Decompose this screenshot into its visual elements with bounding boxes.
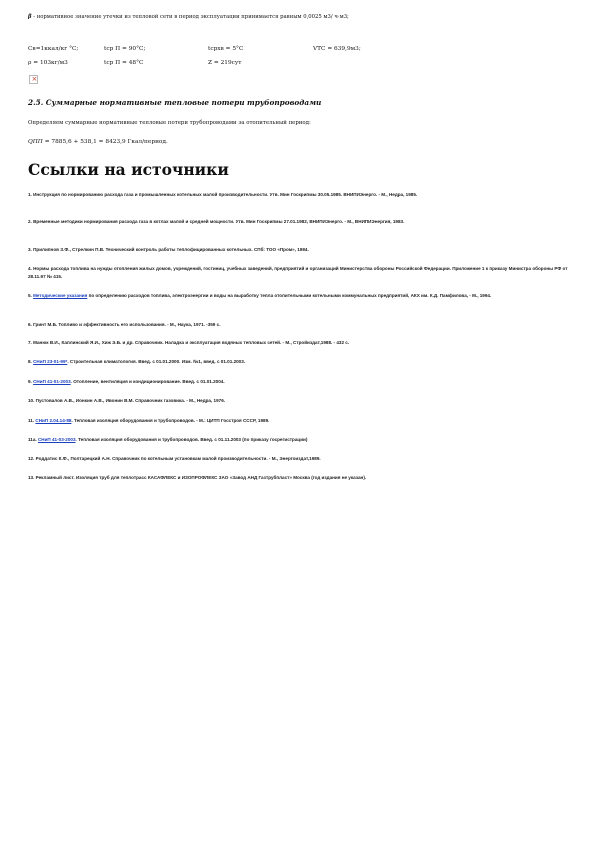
reference-text: 12. Роддатис К.Ф., Полтарецкий А.Н. Справочник по котельным установкам малой производительности. - М., Энергоиздат,1989. xyxy=(28,456,321,461)
reference-link-snip-41-01-2003[interactable]: СНиП 41-01-2003 xyxy=(33,379,71,384)
param-cell: Z = 219сут xyxy=(208,60,242,66)
broken-image-icon: × xyxy=(29,75,38,84)
reference-item xyxy=(28,455,573,463)
reference-text: по определению расходов топлива, электроэнергии и воды на выработку тепла отопительными котельными коммунальных предприятий, АКХ им. К.Д. Памфилова, - М., 1994. xyxy=(87,293,492,298)
reference-text: 5. xyxy=(28,293,34,298)
section-heading: 2.5. Суммарные нормативные тепловые потери трубопроводами xyxy=(28,98,322,107)
reference-text: 7. Манюк В.И., Каплинский Я.И., Хиж Э.Б. и др. Справочник. Наладка и эксплуатация водяных тепловых сетей. - М., Стройиздат,1988. - 432 с. xyxy=(28,340,350,345)
reference-item xyxy=(28,246,573,254)
reference-item xyxy=(28,397,573,405)
formula-variable: QΠΠ xyxy=(28,139,43,145)
reference-item xyxy=(28,358,573,366)
reference-link-methodical-guidelines[interactable]: Методические указания xyxy=(33,293,88,298)
leakage-note-text: - нормативное значение утечки из тепловой сети в период эксплуатации принимается равным 0,0025 м3/ ч·м3; xyxy=(31,14,349,20)
parameters-row xyxy=(28,56,573,70)
reference-text: . Строительная климатология. Введ. с 01.01.2000. Изм. №1, введ. с 01.01.2003. xyxy=(67,359,246,364)
reference-item xyxy=(28,378,573,386)
reference-text: 11а. xyxy=(28,437,38,442)
reference-item xyxy=(28,218,573,226)
reference-link-snip-41-03-2003[interactable]: СНиП 41-03-2003 xyxy=(37,437,76,442)
param-cell: tср П = 90°С; xyxy=(104,46,146,52)
reference-text: 10. Пустовалов А.В., Ионкин А.В., Ивонин В.М. Справочник газовика. - М., Недра, 1976. xyxy=(28,398,226,403)
parameters-row xyxy=(28,42,573,56)
reference-item xyxy=(28,191,573,199)
reference-text: . Тепловая изоляция оборудования и трубопроводов. - М.: ЦИТП Госстроя СССР, 1989. xyxy=(71,418,270,423)
reference-item xyxy=(28,474,573,482)
beta-symbol: β xyxy=(28,14,32,20)
reference-item xyxy=(28,339,573,347)
reference-text: 6. Гринт М.Б. Топливо и эффективность его использования. - М., Наука, 1971. -359 с. xyxy=(28,322,221,327)
reference-text: 8. xyxy=(28,359,34,364)
reference-item xyxy=(28,321,573,329)
heat-loss-formula xyxy=(28,139,168,145)
reference-text: 11. xyxy=(28,418,36,423)
param-cell: Св=1ккал/кг °С; xyxy=(28,46,79,52)
param-cell: ρ = 103кг/м3 xyxy=(28,60,68,66)
reference-item xyxy=(28,436,573,444)
section-paragraph: Определяем суммарные нормативные тепловые потери трубопроводами за отопительный период: xyxy=(28,120,311,126)
reference-text: 2. Временные методики нормирования расхода газа в котлах малой и средней мощности. Утв. Мин Госкрипмы 27.01.1982, ВНИПИЭнерго. - М., ВНИПИЭнергия, 1983. xyxy=(28,219,405,224)
reference-text: 13. Рекламный лист. Изоляция труб для теплотрасс КАСАФЛЕКС и ИЗОПРОФЛЕКС ЗАО «Завод АНД Газтрубпласт» Москва (год издания не указан). xyxy=(28,475,367,480)
parameters-table xyxy=(28,42,573,70)
reference-text: 1. Инструкция по нормированию расхода газа и промышленных котельных малой производительности. Утв. Мин Госкрипмы 30.05.1985. ВНИПИЭнерго. - М., Недра, 1985. xyxy=(28,192,418,197)
references-title: Ссылки на источники xyxy=(28,160,229,179)
reference-text: 4. Нормы расхода топлива на нужды отопления жилых домов, учреждений, гостиниц, учебных заведений, предприятий и организаций Министерства обороны Российской Федерации. Приложение 1 к приказу Министра обороны РФ от 28.11.97 № 415. xyxy=(28,266,568,279)
leakage-note xyxy=(28,13,349,21)
formula-expression: = 7885,6 + 538,1 = 8423,9 Гкал/период. xyxy=(42,139,168,145)
reference-text: . Отопление, вентиляция и кондиционирование. Введ. с 01.01.2004. xyxy=(70,379,225,384)
reference-text: 9. xyxy=(28,379,34,384)
reference-text: . Тепловая изоляция оборудования и трубопроводов. Введ. с 01.11.2003 (по приказу госрегистрации) xyxy=(75,437,308,442)
param-cell: tср П = 48°С xyxy=(104,60,144,66)
reference-item xyxy=(28,292,573,300)
reference-text: 3. Прилипнов З.Ф., Стрелкин П.В. Технический контроль работы теплофицированных котельных. СПб: ТОО «Пром», 1984. xyxy=(28,247,309,252)
reference-item xyxy=(28,265,573,280)
reference-item xyxy=(28,417,573,425)
param-cell: tсрхв = 5°С xyxy=(208,46,244,52)
param-cell: VТС = 639,9м3; xyxy=(313,46,361,52)
reference-link-snip-23-01-99[interactable]: СНиП 23-01-99* xyxy=(33,359,68,364)
reference-link-snip-2-04-14-88[interactable]: СНиП 2.04.14-88 xyxy=(35,418,72,423)
